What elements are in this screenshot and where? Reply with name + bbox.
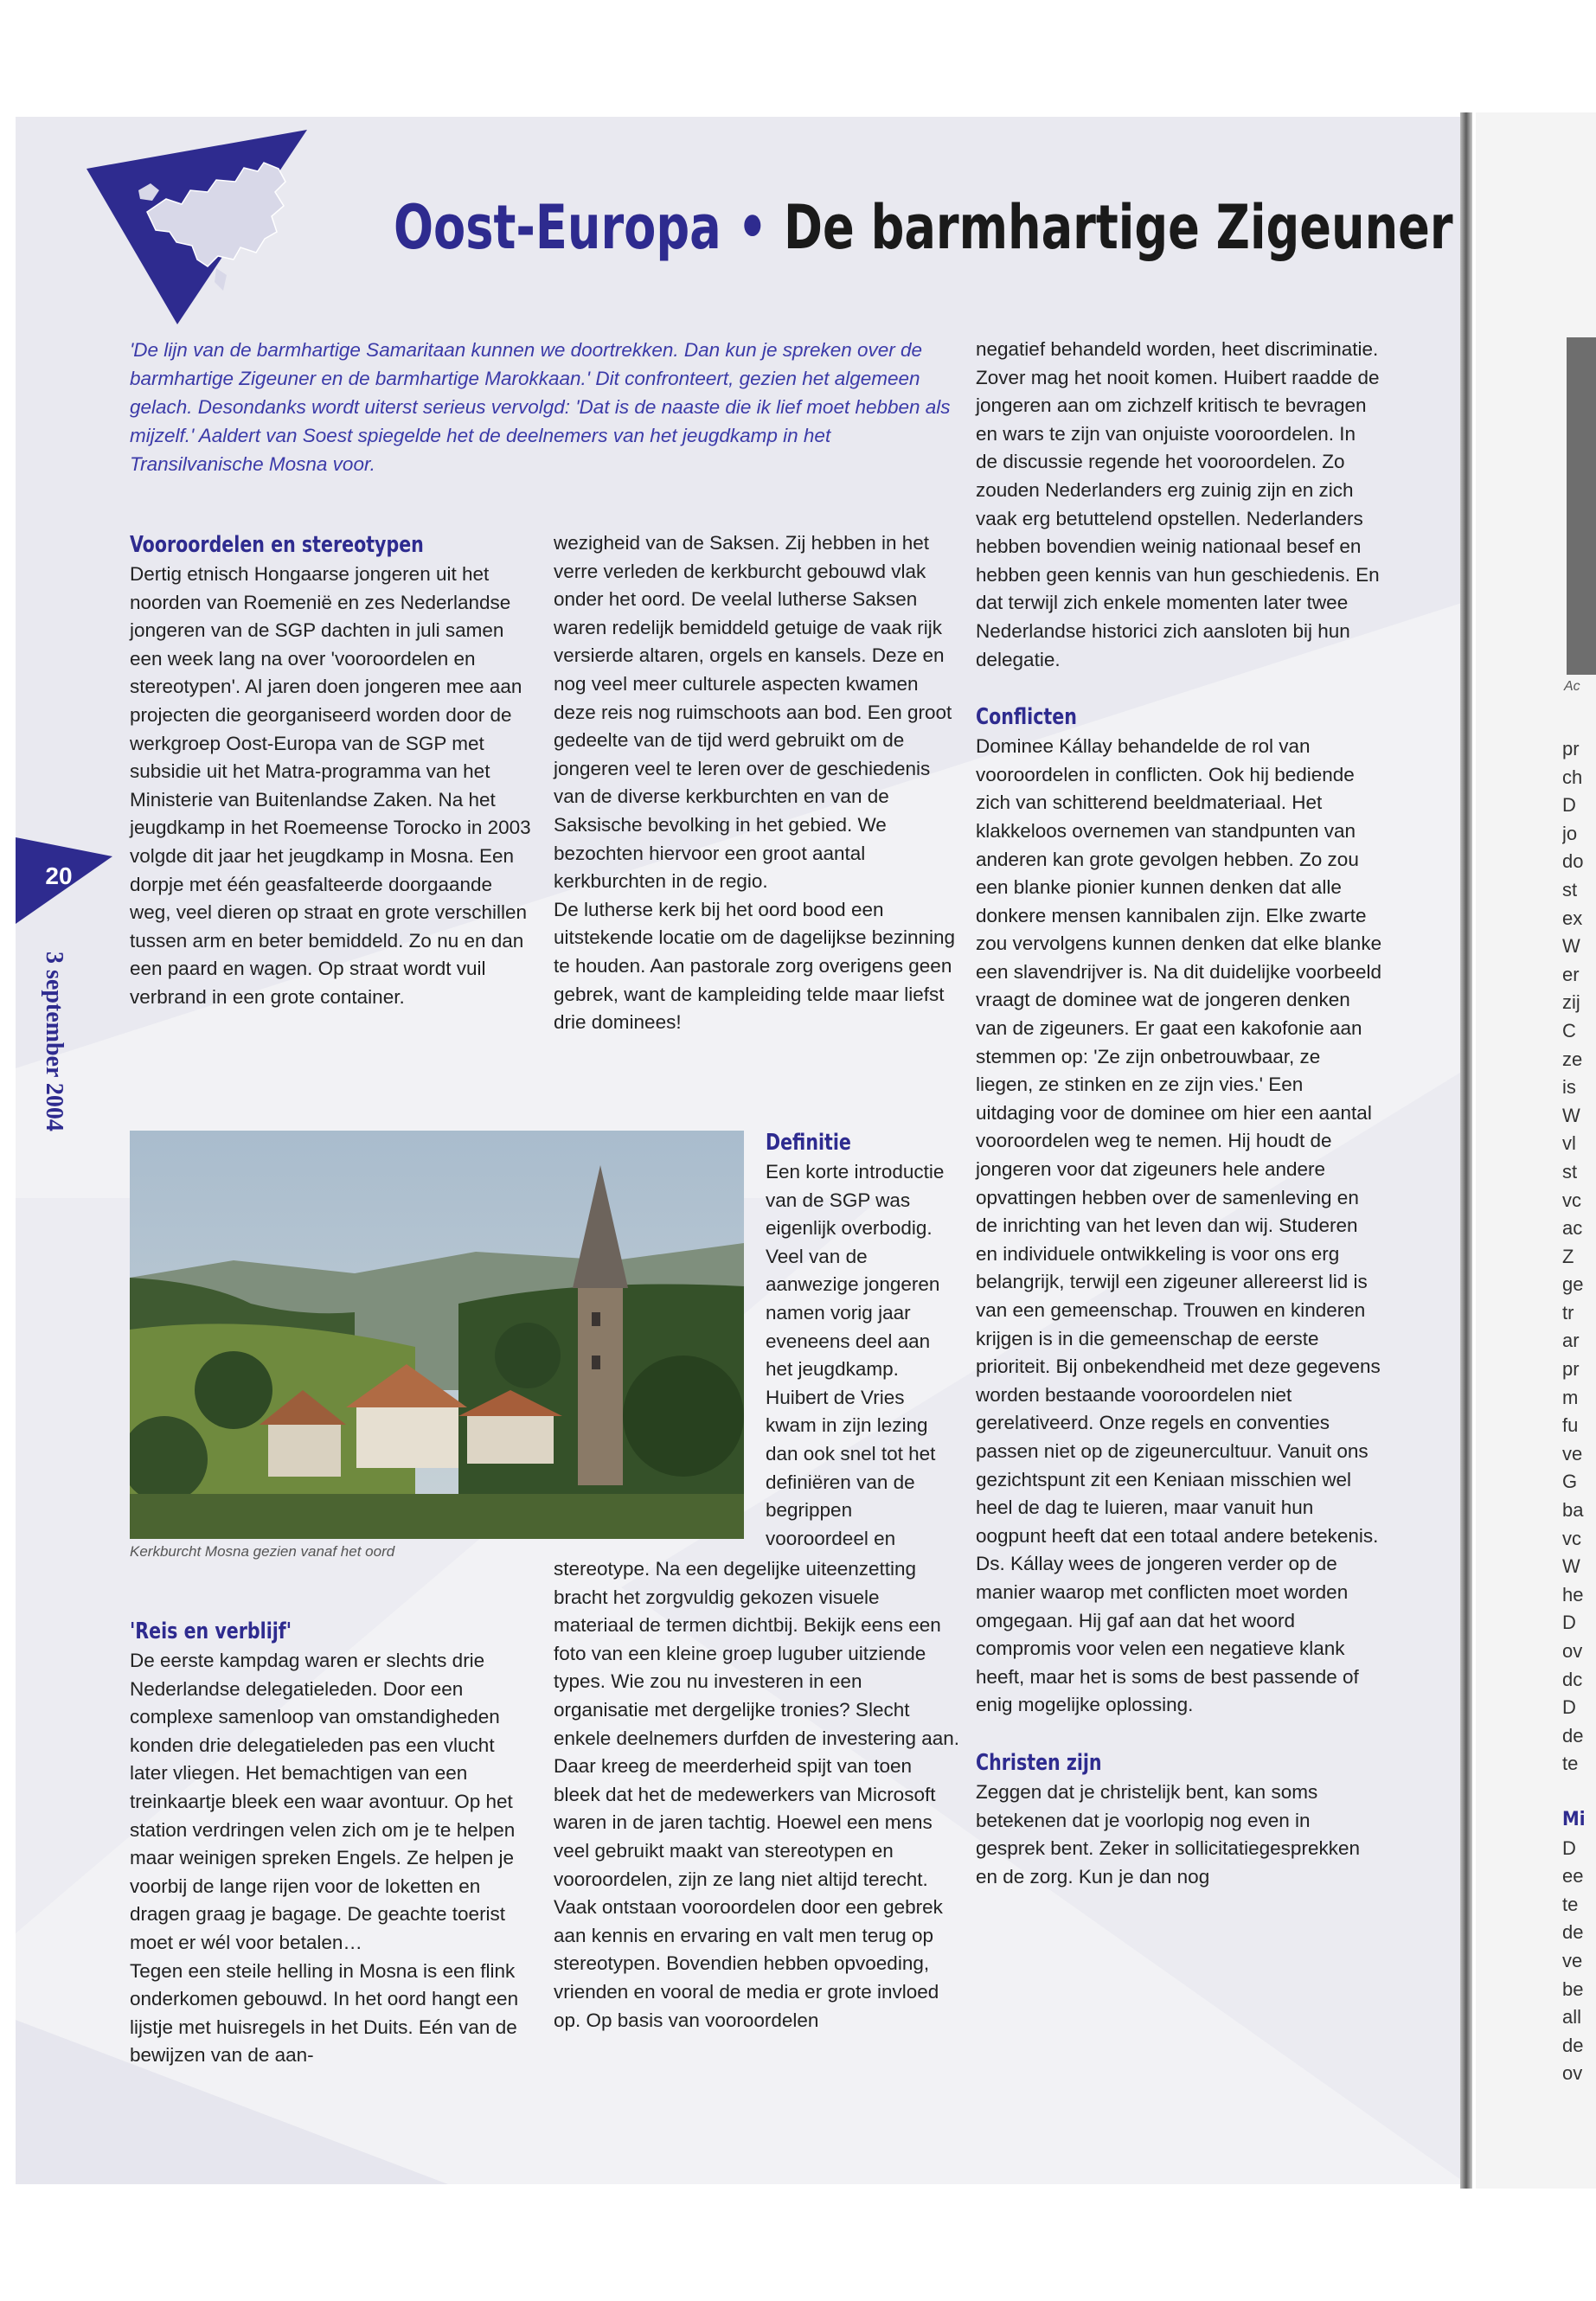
next-page-fragment-35: de <box>1562 1724 1584 1747</box>
next-page-fragment-4: do <box>1562 850 1584 873</box>
heading-definitie: Definitie <box>766 1130 851 1156</box>
next-page-fragment-27: ba <box>1562 1499 1584 1522</box>
next-page-fragment-43: be <box>1562 1977 1584 2000</box>
next-page-fragment-15: st <box>1562 1160 1578 1183</box>
next-page-caption-fragment: Ac <box>1564 679 1580 694</box>
next-page-fragment-19: ge <box>1562 1273 1584 1296</box>
photo-caption: Kerkburcht Mosna gezien vanaf het oord <box>130 1543 395 1560</box>
paragraph-col2-2: De lutherse kerk bij het oord bood een uitstekende locatie om de dagelijkse bezinning te houden. Aan pastorale zorg overigens geen gebrek, want de kampleiding telde maar liefst drie dominees! <box>554 898 956 1034</box>
heading-conflicten: Conflicten <box>976 704 1077 731</box>
heading-reis: 'Reis en verblijf' <box>130 1618 292 1644</box>
paragraph-definitie-1: Een korte introductie van de SGP was eigenlijk overbodig. Veel van de aanwezige jongeren namen vorig jaar eveneens deel aan het jeugdkamp. Huibert de Vries kwam in zijn lezing dan ook snel tot het definiëren van de begrippen vooroordeel en <box>766 1161 945 1549</box>
next-page-fragment-30: he <box>1562 1583 1584 1606</box>
next-page-fragment-9: zij <box>1562 991 1580 1014</box>
next-page-photo-fragment <box>1567 337 1596 675</box>
next-page-fragment-25: ve <box>1562 1442 1583 1465</box>
column-3 <box>976 336 1382 1891</box>
next-page-fragment-41: de <box>1562 1921 1584 1944</box>
next-page-fragment-18: Z <box>1562 1245 1574 1267</box>
next-page-fragment-5: st <box>1562 878 1578 901</box>
next-page-fragment-42: ve <box>1562 1949 1583 1971</box>
paragraph-col2-1: wezigheid van de Saksen. Zij hebben in het verre verleden de kerkburcht gebouwd vlak onder het oord. De veelal lutherse Saksen waren redelijk bemiddeld getuige de vaak rijk versierde altaren, orgels en kansels. Deze en nog veel meer culturele aspecten kwamen deze reis nog ruimschoots aan bod. Een groot gedeelte van de tijd werd gebruikt om de jongeren veel te leren over de geschiedenis van de diverse kerkburchten en van de Saksische bevolking in het gebied. We bezochten hiervoor een groot aantal kerkburchten in de regio. <box>554 532 952 893</box>
next-page-fragment-38: D <box>1562 1836 1576 1859</box>
article-title <box>394 189 1453 266</box>
next-page-fragment-8: er <box>1562 963 1580 985</box>
paragraph-conflicten-1: Dominee Kállay behandelde de rol van vooroordelen in conflicten. Ook hij bediende zich van schitterend beeldmateriaal. Het klakkeloos overnemen van standpunten van anderen kan grote gevolgen hebben. Zo zou een blanke pionier kunnen denken dat alle donkere mensen kannibalen zijn. Elke zwarte zou vervolgens kunnen denken dat elke blanke een slavendrijver is. Na dit duidelijke voorbeeld vraagt de dominee wat de jongeren denken van de zigeuners. Er gaat een kakofonie aan stemmen op: 'Ze zijn onbetrouwbaar, ze liegen, ze stinken en ze zijn vies.' Een uitdaging voor de dominee om hier een aantal vooroordelen weg te nemen. Hij houdt de jongeren voor dat zigeuners hele andere opvattingen hebben over de samenleving en de inrichting van het leven dan wij. Studeren en individuele ontwikkeling is voor ons erg belangrijk, terwijl een zigeuner allereerst lid is van een gemeenschap. Trouwen en kinderen krijgen is in die gemeenschap de eerste prioriteit. Bij onbekendheid met deze gegevens worden bestaande vooroordelen niet gerelativeerd. Onze regels en conventies passen niet op de zigeunercultuur. Vanuit ons gezichtspunt zit een Keniaan misschien wel heel de dag te luieren, maar vanuit hun oogpunt heeft dat een totaal andere betekenis. Ds. Kállay wees de jongeren verder op de manier waarop met conflicten moet worden omgegaan. Hij gaf aan dat het woord compromis voor velen een negatieve klank heeft, maar het is soms de best passende of enig mogelijke oplossing. <box>976 735 1382 1716</box>
next-page-fragment-23: m <box>1562 1386 1579 1408</box>
next-page-fragment-12: is <box>1562 1076 1576 1099</box>
heading-vooroordelen: Vooroordelen en stereotypen <box>130 532 424 558</box>
title-region: Oost-Europa <box>394 192 721 263</box>
next-page-fragment-36: te <box>1562 1753 1579 1775</box>
next-page-fragment-6: ex <box>1562 907 1583 929</box>
next-page-fragment-7: W <box>1562 935 1580 958</box>
paragraph-reis-2: Tegen een steile helling in Mosna is een flink onderkomen gebouwd. In het oord hangt een lijstje met huisregels in het Duits. Eén van de bewijzen van de aan- <box>130 1959 519 2067</box>
next-page-fragment-1: ch <box>1562 766 1583 788</box>
next-page-fragment-31: D <box>1562 1612 1576 1634</box>
next-page-fragment-26: G <box>1562 1471 1578 1493</box>
europe-map-logo-icon <box>87 130 346 324</box>
column-1-top <box>130 529 536 1012</box>
page-number: 20 <box>45 862 73 889</box>
title-separator: • <box>737 192 768 263</box>
next-page-fragment-14: vl <box>1562 1132 1576 1155</box>
column-1-bottom <box>130 1616 536 2070</box>
next-page-fragment-33: dc <box>1562 1668 1583 1690</box>
article-photo-kerkburcht <box>130 1131 744 1539</box>
next-page-edge <box>1476 112 1596 2189</box>
photo-kerkburcht-illustration <box>130 1131 744 1539</box>
next-page-fragment-16: vc <box>1562 1189 1581 1211</box>
next-page-fragment-37: Mi <box>1562 1808 1586 1830</box>
next-page-fragment-20: tr <box>1562 1301 1574 1324</box>
next-page-fragment-11: ze <box>1562 1048 1583 1070</box>
heading-christen: Christen zijn <box>976 1749 1102 1776</box>
next-page-fragment-10: C <box>1562 1019 1576 1042</box>
next-page-fragment-17: ac <box>1562 1217 1583 1240</box>
next-page-fragment-28: vc <box>1562 1527 1581 1549</box>
definitie-block <box>766 1127 960 1553</box>
title-subject: De barmhartige Zigeuner <box>784 192 1453 263</box>
next-page-fragment-29: W <box>1562 1555 1580 1578</box>
next-page-fragment-24: fu <box>1562 1414 1579 1437</box>
next-page-fragment-32: ov <box>1562 1640 1583 1662</box>
next-page-fragment-2: D <box>1562 794 1576 817</box>
paragraph-definitie-cont: stereotype. Na een degelijke uiteenzetting bracht het zorgvuldig gekozen visuele materiaal de termen dichtbij. Bekijk eens een foto van een kleine groep luguber uitziende types. Wie zou nu investeren in een organisatie met dergelijke tronies? Slecht enkele deelnemers durfden de investering aan. Daar kreeg de meerderheid spijt van toen bleek dat het de medewerkers van Microsoft waren in de jaren tachtig. Hoewel een mens veel gebruikt maakt van stereotypen en vooroordelen, zijn ze lang niet altijd terecht. Vaak ontstaan vooroordelen door een gebrek aan kennis en ervaring en valt men terug op stereotypen. Bovendien hebben opvoeding, vrienden en vooral de media er grote invloed op. Op basis van vooroordelen <box>554 1558 960 2031</box>
next-page-fragment-3: jo <box>1562 822 1578 844</box>
next-page-fragment-0: pr <box>1562 738 1580 760</box>
next-page-fragment-21: ar <box>1562 1330 1580 1352</box>
next-page-fragment-45: de <box>1562 2034 1584 2056</box>
next-page-text-fragment <box>1562 735 1596 2088</box>
article-intro: 'De lijn van de barmhartige Samaritaan kunnen we doortrekken. Dan kun je spreken over de barmhartige Zigeuner en de barmhartige Marokkaan.' Dit confronteert, gezien het algemeen gelach. Desondanks wordt uiterst serieus vervolgd: 'Dat is de naaste die ik lief moet hebben als mijzelf.' Aaldert van Soest spiegelde het de deelnemers van het jeugdkamp in het Transilvanische Mosna voor. <box>130 339 951 475</box>
issue-date: 3 september 2004 <box>41 952 67 1131</box>
next-page-fragment-40: te <box>1562 1893 1579 1915</box>
magazine-spine <box>1460 112 1472 2189</box>
next-page-fragment-22: pr <box>1562 1358 1580 1381</box>
next-page-fragment-46: ov <box>1562 2062 1583 2085</box>
next-page-fragment-44: all <box>1562 2006 1582 2029</box>
paragraph-vooroordelen-1: Dertig etnisch Hongaarse jongeren uit het noorden van Roemenië en zes Nederlandse jongeren van de SGP dachten in juli samen een week lang na over 'vooroordelen en stereotypen'. Al jaren doen jongeren mee aan projecten die georganiseerd worden door de werkgroep Oost-Europa van de SGP met subsidie uit het Matra-programma van het Ministerie van Buitenlandse Zaken. Na het jeugdkamp in het Roemeense Torocko in 2003 volgde dit jaar het jeugdkamp in Mosna. Een dorpje met één geasfalteerde doorgaande weg, veel dieren op straat en grote verschillen tussen arm en beter bemiddeld. Zo nu en dan een paard en wagen. Op straat wordt vuil verbrand in een grote container. <box>130 563 531 1008</box>
paragraph-col3-1: negatief behandeld worden, heet discriminatie. Zover mag het nooit komen. Huibert raadde de jongeren aan om zichzelf kritisch te bevragen en wars te zijn van onjuiste vooroordelen. In de discussie regende het vooroordelen. Zo zouden Nederlanders erg zuinig zijn en zich vaak erg betuttelend opstellen. Nederlanders hebben bovendien weinig nationaal besef en hebben geen kennis van hun geschiedenis. En dat terwijl zich enkele momenten later twee Nederlandse historici zich aansloten bij hun delegatie. <box>976 338 1380 670</box>
next-page-fragment-13: W <box>1562 1104 1580 1126</box>
column-2-bottom <box>554 1555 960 2035</box>
next-page-fragment-34: D <box>1562 1696 1576 1719</box>
next-page-fragment-39: ee <box>1562 1865 1584 1888</box>
paragraph-reis-1: De eerste kampdag waren er slechts drie Nederlandse delegatieleden. Door een complexe samenloop van omstandigheden konden drie delegatieleden pas een vlucht later vliegen. Het bemachtigen van een treinkaartje bleek een waar avontuur. Op het station verdringen velen zich om je te helpen maar weinigen spreken Engels. Ze helpen je voorbij de lange rijen voor de loketten en dragen graag je bagage. De geachte toerist moet er wél voor betalen… <box>130 1650 516 1953</box>
paragraph-christen-1: Zeggen dat je christelijk bent, kan soms betekenen dat je voorlopig nog even in gesprek bent. Zeker in sollicitatiegesprekken en de zorg. Kun je dan nog <box>976 1780 1360 1888</box>
column-2-top <box>554 529 960 1037</box>
